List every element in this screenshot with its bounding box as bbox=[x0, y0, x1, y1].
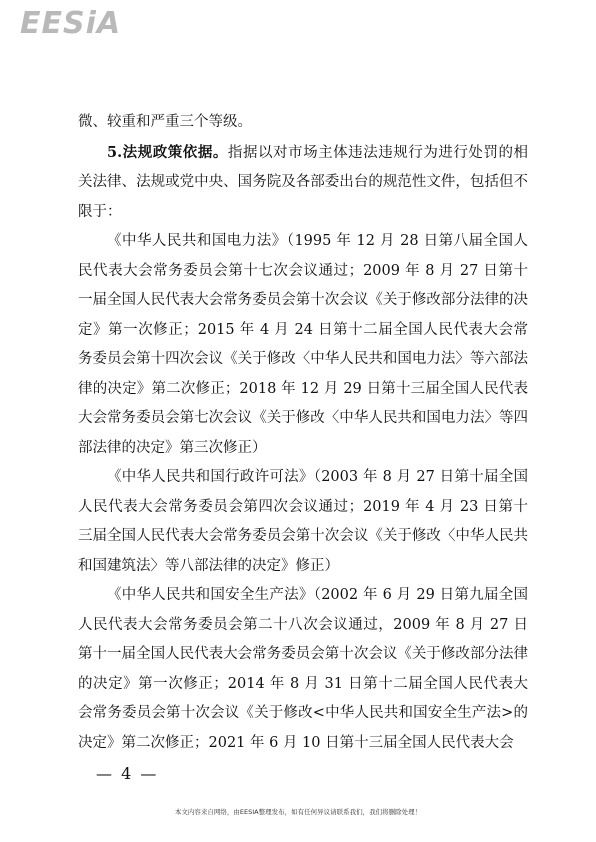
page-number: — 4 — bbox=[96, 764, 159, 783]
section-heading: 5.法规政策依据。 bbox=[107, 143, 228, 161]
paragraph-5: 《中华人民共和国安全生产法》（2002 年 6 月 29 日第九届全国人民代表大会常务委员会第二十八次会议通过，2009 年 8 月 27 日第十一届全国人民代表大会常务委员会第十次会议《关于修改部分法律的决定》第一次修正；2014 年 8 月 31 日第十二届全国人民代表大会常务委员会第十次会议《关于修改<中华人民共和国安全生产法>的决定》第二次修正；2021 年 6 月 10 日第十三届全国人民代表大会 bbox=[78, 587, 528, 751]
paragraph-2 bbox=[78, 138, 528, 228]
paragraph-2-text: 指据以对市场主体违法违规行为进行处罚的相关法律、法规或党中央、国务院及各部委出台的规范性文件，包括但不限于： bbox=[78, 144, 529, 220]
document-body bbox=[78, 108, 528, 758]
paragraph-1: 微、较重和严重三个等级。 bbox=[78, 114, 252, 130]
footer-notice: 本文内容来自网络，由EESIA整理发布，如有任何异议请联系我们，我们将删除处理！ bbox=[174, 808, 422, 816]
eesia-logo: EESiA bbox=[20, 6, 122, 41]
paragraph-3: 《中华人民共和国电力法》（1995 年 12 月 28 日第八届全国人民代表大会常务委员会第十七次会议通过；2009 年 8 月 27 日第十一届全国人民代表大会常务委员会第十次会议《关于修改部分法律的决定》第一次修正；2015 年 4 月 24 日第十二届全国人民代表大会常务委员会第十四次会议《关于修改〈中华人民共和国电力法〉等六部法律的决定》第二次修正；2018 年 12 月 29 日第十三届全国人民代表大会常务委员会第七次会议《关于修改〈中华人民共和国电力法〉等四部法律的决定》第三次修正） bbox=[78, 233, 528, 456]
paragraph-4: 《中华人民共和国行政许可法》（2003 年 8 月 27 日第十届全国人民代表大会常务委员会第四次会议通过；2019 年 4 月 23 日第十三届全国人民代表大会常务委员会第十次会议《关于修改〈中华人民共和国建筑法〉等八部法律的决定》修正） bbox=[78, 469, 528, 574]
